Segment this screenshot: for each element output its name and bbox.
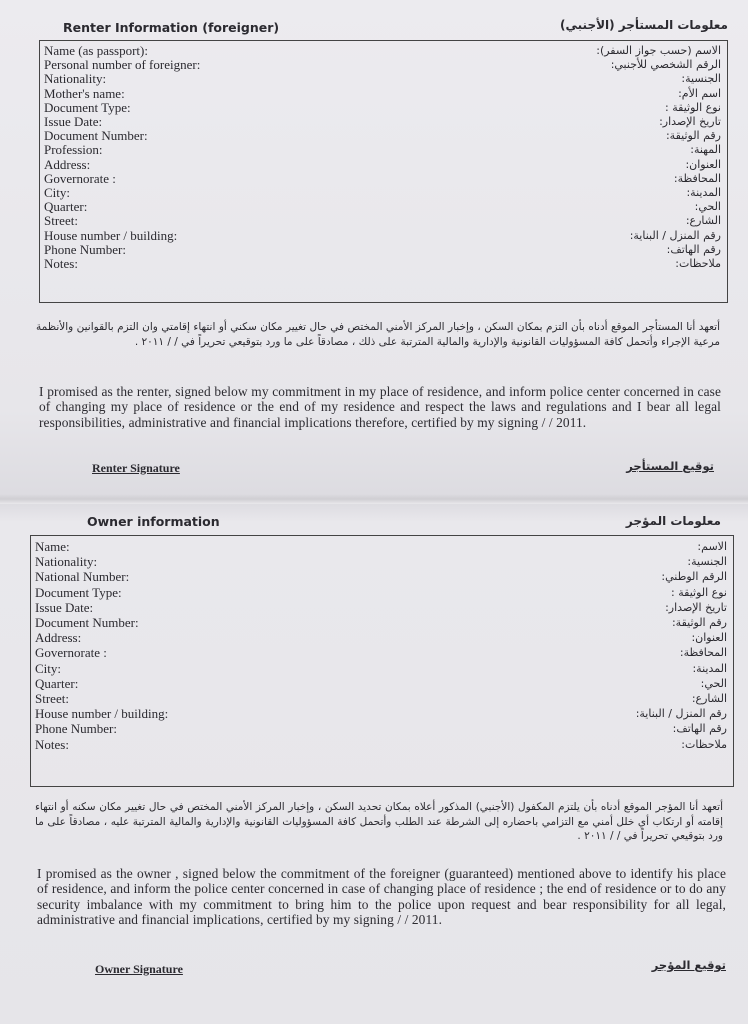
owner-field-label: Quarter: (35, 675, 79, 691)
renter-field-row (40, 57, 727, 72)
renter-field-row (40, 114, 727, 129)
renter-field-label-ar: المدينة: (686, 186, 721, 199)
renter-field-label-ar: تاريخ الإصدار: (659, 115, 721, 128)
owner-signature-label: Owner Signature (95, 962, 183, 976)
renter-field-row (40, 86, 727, 101)
owner-field-label: Document Type: (35, 584, 122, 600)
owner-pledge-en: I promised as the owner , signed below the commitment of the foreigner (guaranteed) mentioned above to identify his place of residence, and inform the police center concerned in case of changing place of residence ; the end of residence or to do any security imbalance with my commitment to bring him to the police upon request and bear responsibility for all legal, administrative and financial implications, certified by my signing / / 2011. (37, 866, 726, 928)
owner-field-label-ar: الرقم الوطني: (661, 570, 727, 584)
owner-field-row (31, 600, 733, 615)
owner-title-ar: معلومات المؤجر (625, 514, 721, 528)
renter-field-label-ar: المهنة: (690, 143, 721, 157)
renter-field-label: Nationality: (44, 71, 107, 87)
renter-field-label-ar: رقم الوثيقة: (665, 129, 721, 143)
owner-field-label-ar: رقم الوثيقة: (671, 616, 727, 629)
renter-field-row (40, 242, 727, 257)
paper-fold (0, 494, 748, 504)
renter-field-label-ar: الجنسية: (681, 72, 721, 86)
renter-field-label-ar: الشارع: (685, 214, 721, 228)
renter-field-label-ar: رقم المنزل / البناية: (629, 228, 721, 242)
renter-field-row (40, 142, 727, 157)
owner-field-label: National Number: (35, 569, 130, 585)
renter-field-label-ar: الحي: (694, 200, 721, 214)
owner-field-label: Issue Date: (35, 599, 94, 615)
renter-field-label: Name (as passport): (44, 43, 148, 58)
renter-field-label: Issue Date: (44, 114, 103, 129)
owner-field-label-ar: الجنسية: (687, 555, 727, 569)
owner-field-row (31, 737, 733, 752)
renter-field-label-ar: ملاحظات: (675, 257, 721, 270)
owner-field-label-ar: الحي: (700, 676, 727, 690)
owner-field-row (31, 706, 733, 721)
owner-field-label: Address: (35, 630, 82, 646)
renter-field-label-ar: العنوان: (685, 157, 721, 171)
renter-title-ar: معلومات المستأجر (الأجنبي) (560, 18, 728, 32)
renter-field-row (40, 71, 727, 86)
renter-field-label: Profession: (44, 142, 103, 158)
owner-field-row (31, 630, 733, 645)
owner-field-row (31, 569, 733, 584)
owner-field-label: Notes: (35, 736, 69, 752)
owner-field-label-ar: الاسم: (697, 540, 727, 553)
owner-field-row (31, 539, 733, 554)
owner-field-label-ar: ملاحظات: (681, 737, 727, 751)
renter-field-label-ar: نوع الوثيقة : (665, 100, 721, 114)
renter-field-label: City: (44, 185, 71, 200)
renter-field-label-ar: المحافظة: (673, 171, 721, 185)
owner-field-label-ar: المدينة: (692, 661, 727, 675)
renter-title-en: Renter Information (foreigner) (63, 20, 280, 35)
renter-field-row (40, 199, 727, 214)
owner-field-label-ar: رقم الهاتف: (672, 722, 727, 736)
owner-info-box (30, 535, 734, 787)
owner-field-row (31, 585, 733, 600)
renter-field-label-ar: الاسم (حسب جواز السفر): (596, 44, 721, 57)
renter-field-label: House number / building: (44, 227, 178, 243)
renter-field-label: Street: (44, 213, 78, 229)
renter-field-row (40, 100, 727, 115)
owner-field-row (31, 645, 733, 660)
owner-field-label-ar: العنوان: (691, 631, 727, 645)
owner-title-en: Owner information (87, 514, 220, 529)
renter-field-label: Personal number of foreigner: (44, 57, 201, 73)
owner-field-row (31, 661, 733, 676)
renter-field-row (40, 128, 727, 143)
renter-field-row (40, 228, 727, 243)
owner-field-label-ar: نوع الوثيقة : (671, 585, 727, 599)
owner-field-row (31, 721, 733, 736)
renter-field-row (40, 213, 727, 228)
owner-field-label: Document Number: (35, 615, 139, 630)
renter-field-label: Document Number: (44, 128, 148, 144)
renter-field-label: Notes: (44, 256, 78, 271)
renter-field-label: Document Type: (44, 99, 131, 115)
renter-field-label: Phone Number: (44, 241, 126, 257)
owner-field-row (31, 691, 733, 706)
renter-field-label: Address: (44, 156, 91, 172)
owner-field-label-ar: رقم المنزل / البناية: (635, 707, 727, 721)
renter-field-row (40, 256, 727, 271)
owner-field-label-ar: المحافظة: (679, 646, 727, 660)
owner-field-row (31, 676, 733, 691)
renter-info-box (39, 40, 728, 303)
owner-field-label: Name: (35, 539, 70, 554)
owner-field-label: Street: (35, 691, 69, 706)
renter-field-row (40, 185, 727, 200)
renter-field-label-ar: رقم الهاتف: (666, 242, 721, 256)
renter-field-label: Quarter: (44, 199, 88, 215)
owner-field-row (31, 615, 733, 630)
owner-signature-label-ar: توقيع المؤجر (651, 958, 726, 972)
owner-field-label-ar: تاريخ الإصدار: (665, 600, 727, 614)
owner-field-label-ar: الشارع: (691, 692, 727, 705)
owner-pledge-ar: أتعهد أنا المؤجر الموقع أدناه بأن يلتزم المكفول (الأجنبي) المذكور أعلاه بمكان تحديد السكن ، وإخبار المركز الأمني المختص في حال تغيير مكان سكنه أو انتهاء إقامته أو ارتكاب أي خلل أمني مع التزامي باحضاره إلى الشرطة عند الطلب وأتحمل كافة المسؤوليات القانونية والإدارية والمالية المترتبة عليه ، مصادقاً على ما ورد بتوقيعي تحريراً في / / ٢٠١١ . (35, 801, 723, 842)
owner-field-label: Nationality: (35, 554, 98, 570)
renter-field-label-ar: اسم الأم: (678, 86, 721, 100)
renter-pledge-ar: أتعهد أنا المستأجر الموقع أدناه بأن التزم بمكان السكن ، وإخبار المركز الأمني المختص في حال تغيير مكان سكني أو انتهاء إقامتي وان التزم بالقوانين والأنظمة مرعية الإجراء وأتحمل كافة المسؤوليات القانونية والإدارية والمالية المترتبة على ذلك ، مصادقاً على ما ورد بتوقيعي تحريراً في / / ٢٠١١ . (36, 321, 720, 348)
renter-pledge-en: I promised as the renter, signed below my commitment in my place of residence, and inform police center concerned in case of changing my place of residence or the end of my residence and respect the laws and regulations and I bear all legal responsibilities, administrative and financial implications therefore, certified by my signing / / 2011. (39, 384, 721, 430)
renter-field-label-ar: الرقم الشخصي للأجنبي: (610, 58, 721, 72)
owner-field-label: Phone Number: (35, 721, 117, 737)
renter-signature-label: Renter Signature (92, 461, 180, 475)
renter-signature-label-ar: توقيع المستأجر (626, 459, 714, 473)
owner-field-label: Governorate : (35, 645, 107, 661)
renter-field-label: Governorate : (44, 170, 116, 186)
owner-field-row (31, 554, 733, 569)
renter-field-row (40, 171, 727, 186)
renter-field-label: Mother's name: (44, 85, 125, 101)
renter-field-row (40, 43, 727, 58)
renter-field-row (40, 157, 727, 172)
owner-field-label: House number / building: (35, 706, 169, 722)
owner-field-label: City: (35, 660, 62, 676)
